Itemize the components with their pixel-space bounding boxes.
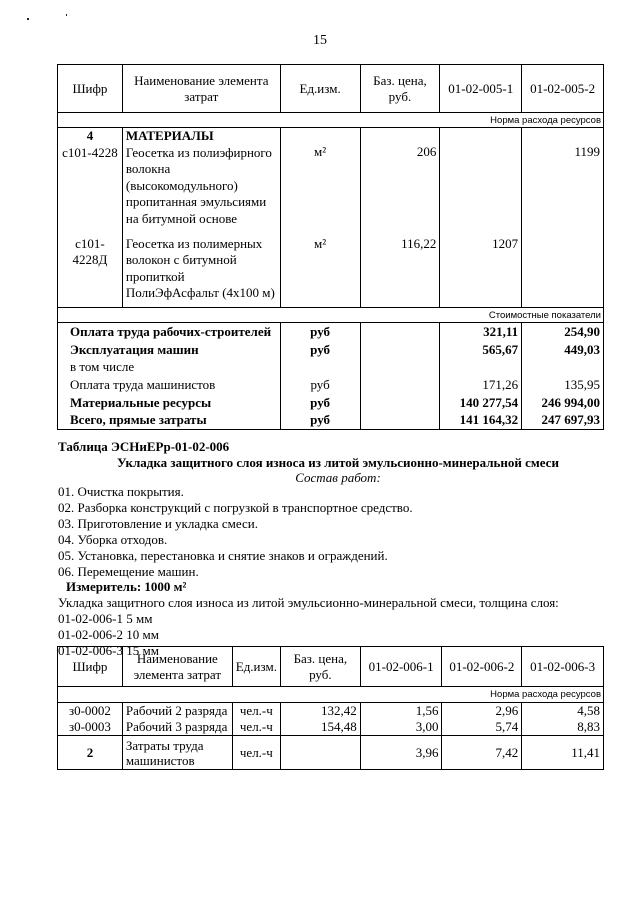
row-value-1: 1,56: [360, 703, 442, 720]
row-value-3: 4,58: [522, 703, 604, 720]
list-item: 02. Разборка конструкций с погрузкой в транспортное средство.: [58, 500, 413, 515]
list-item: 01. Очистка покрытия.: [58, 484, 184, 499]
header-cell: Наименование элемента затрат: [122, 647, 232, 687]
list-item: 04. Уборка отходов.: [58, 532, 168, 547]
item-name: Геосетка из полимерных волокон с битумной пропиткой ПолиЭфАсфальт (4х100 м): [122, 232, 280, 308]
cost-name: Оплата труда машинистов: [58, 376, 281, 394]
header-cell: Ед.изм.: [232, 647, 280, 687]
header-cell: Шифр: [58, 65, 123, 113]
norm-label: Норма расхода ресурсов: [58, 113, 604, 128]
item-unit: м²: [280, 128, 360, 232]
cost-row: [58, 323, 604, 341]
header-cell: 01-02-006-2: [442, 647, 522, 687]
row-value-3: 8,83: [522, 719, 604, 736]
cost-value-2: 449,03: [522, 341, 604, 359]
cost-value-2: 135,95: [522, 376, 604, 394]
cost-value-2: 254,90: [522, 323, 604, 341]
item-code: с101-4228: [62, 144, 118, 160]
norm-label: Норма расхода ресурсов: [58, 687, 604, 703]
cost-row: [58, 412, 604, 430]
item-value-2: 1199: [522, 128, 604, 232]
table-row: [58, 232, 604, 308]
header-cell: Баз. цена, руб.: [360, 65, 440, 113]
cost-label: Стоимостные показатели: [58, 308, 604, 323]
cost-value-1: 321,11: [440, 323, 522, 341]
table-header-row: [58, 65, 604, 113]
list-item: 05. Установка, перестановка и снятие знаков и ограждений.: [58, 548, 388, 563]
cost-unit: руб: [280, 341, 360, 359]
row-value-3: 11,41: [522, 736, 604, 770]
cost-name: в том числе: [58, 359, 281, 376]
section-subtitle: Состав работ:: [295, 470, 381, 485]
item-code: с101-4228Д: [58, 232, 123, 308]
cost-row: [58, 394, 604, 412]
item-value-2: [522, 232, 604, 308]
list-item: 03. Приготовление и укладка смеси.: [58, 516, 258, 531]
row-value-2: 2,96: [442, 703, 522, 720]
cost-value-1: 140 277,54: [440, 394, 522, 412]
header-cell: 01-02-006-1: [360, 647, 442, 687]
header-cell: 01-02-005-1: [440, 65, 522, 113]
table-row: [58, 719, 604, 736]
header-cell: Наименование элемента затрат: [122, 65, 280, 113]
cost-row: [58, 376, 604, 394]
header-cell: Баз. цена, руб.: [280, 647, 360, 687]
list-item: 01-02-006-2 10 мм: [58, 627, 159, 642]
item-value-1: [440, 128, 522, 232]
row-price: [280, 736, 360, 770]
cost-value-1: 565,67: [440, 341, 522, 359]
table-materials: [57, 64, 604, 430]
cost-value-1: 141 164,32: [440, 412, 522, 430]
cost-name: Оплата труда рабочих-строителей: [58, 323, 281, 341]
cost-unit: руб: [280, 323, 360, 341]
row-name: Рабочий 3 разряда: [122, 719, 232, 736]
section-title: МАТЕРИАЛЫ: [125, 128, 214, 143]
row-value-1: 3,00: [360, 719, 442, 736]
item-price: 206: [360, 128, 440, 232]
row-price: 132,42: [280, 703, 360, 720]
section-number: 4: [86, 128, 94, 143]
item-name: Геосетка из полиэфирного волокна (высокомодульного) пропитанная эмульсиями на битумной основе: [125, 144, 272, 226]
row-unit: чел.-ч: [232, 736, 280, 770]
row-value-2: 5,74: [442, 719, 522, 736]
table-label: Таблица ЭСНиЕРр-01-02-006: [58, 439, 230, 454]
work-steps: [58, 484, 618, 580]
row-name: Затраты труда машинистов: [122, 736, 232, 770]
cost-unit: руб: [280, 412, 360, 430]
cost-name: Материальные ресурсы: [58, 394, 281, 412]
row-value-2: 7,42: [442, 736, 522, 770]
table-row: [58, 703, 604, 720]
row-unit: чел.-ч: [232, 703, 280, 720]
row-value-1: 3,96: [360, 736, 442, 770]
cost-row: [58, 359, 604, 376]
row-price: 154,48: [280, 719, 360, 736]
row-unit: чел.-ч: [232, 719, 280, 736]
description: Укладка защитного слоя износа из литой эмульсионно-минеральной смеси, толщина слоя:: [58, 595, 559, 610]
cost-name: Всего, прямые затраты: [58, 412, 281, 430]
meter: Измеритель: 1000 м²: [66, 579, 187, 594]
table-row: [58, 736, 604, 770]
row-code: з0-0002: [58, 703, 123, 720]
cost-row: [58, 341, 604, 359]
row-name: Рабочий 2 разряда: [122, 703, 232, 720]
header-cell: Шифр: [58, 647, 123, 687]
page-number: 15: [313, 33, 327, 48]
cost-value-2: 246 994,00: [522, 394, 604, 412]
header-cell: 01-02-005-2: [522, 65, 604, 113]
list-item: 01-02-006-3 15 мм: [58, 643, 159, 658]
table-row: [58, 128, 604, 232]
scan-speck: [27, 18, 29, 20]
cost-unit: руб: [280, 394, 360, 412]
cost-unit: руб: [280, 376, 360, 394]
list-item: 01-02-006-1 5 мм: [58, 611, 153, 626]
cost-value-1: 171,26: [440, 376, 522, 394]
row-code: з0-0003: [58, 719, 123, 736]
item-value-1: 1207: [440, 232, 522, 308]
list-item: 06. Перемещение машин.: [58, 564, 199, 579]
item-unit: м²: [280, 232, 360, 308]
row-code: 2: [58, 736, 123, 770]
table-labor: [57, 646, 604, 770]
scan-speck: [66, 14, 67, 16]
cost-name: Эксплуатация машин: [58, 341, 281, 359]
section-title: Укладка защитного слоя износа из литой эмульсионно-минеральной смеси: [117, 455, 559, 470]
item-price: 116,22: [360, 232, 440, 308]
header-cell: 01-02-006-3: [522, 647, 604, 687]
cost-value-2: 247 697,93: [522, 412, 604, 430]
table-header-row: [58, 647, 604, 687]
header-cell: Ед.изм.: [280, 65, 360, 113]
